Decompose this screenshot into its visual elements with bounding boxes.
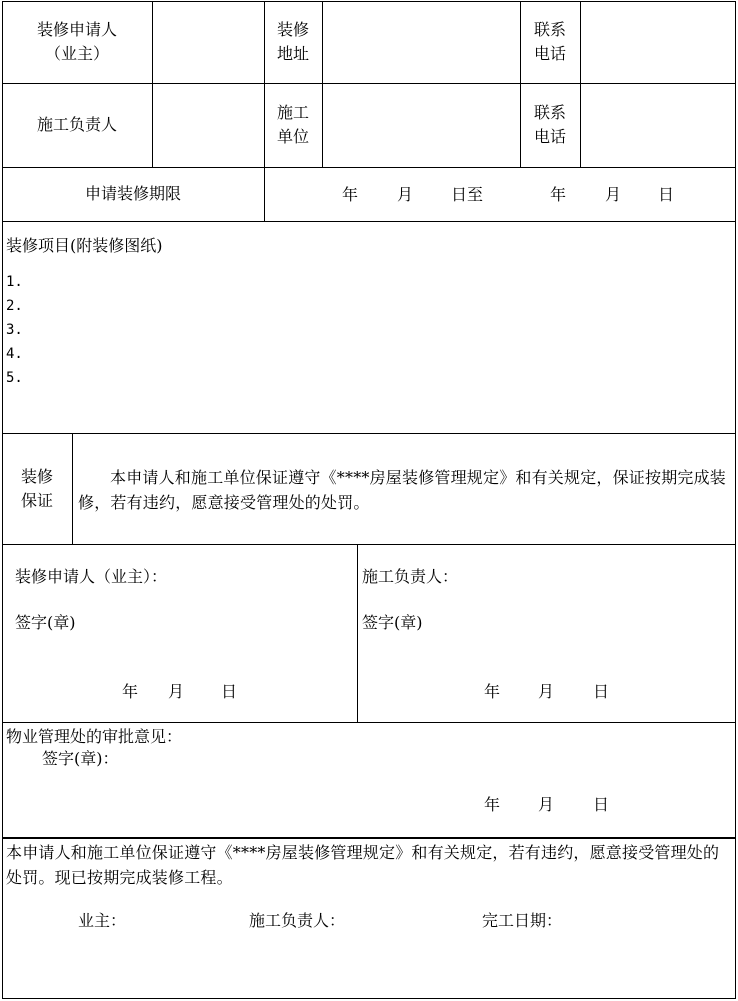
rule <box>2 221 736 222</box>
rule <box>580 1 581 167</box>
builder-sign-day: 日 <box>593 682 610 701</box>
applicant-sub-label: （业主） <box>44 44 109 63</box>
period-label: 申请装修期限 <box>84 184 181 203</box>
builder-signature-label: 施工负责人： <box>362 567 459 586</box>
approval-day: 日 <box>593 795 610 814</box>
rule <box>2 837 736 839</box>
period-month-2: 月 <box>605 185 622 204</box>
period-label-cell <box>2 167 264 221</box>
guarantee-text: 本申请人和施工单位保证遵守《****房屋装修管理规定》和有关规定，保证按期完成装修，若有违约，愿意接受管理处的处罚。 <box>78 468 727 512</box>
rule <box>322 1 323 167</box>
rule <box>2 722 736 723</box>
items-list-item-3: 3. <box>6 322 23 338</box>
completion-owner-label: 业主： <box>78 911 127 930</box>
period-month-1: 月 <box>397 185 414 204</box>
address-label-cell <box>264 1 322 83</box>
builder-sign-year: 年 <box>484 682 501 701</box>
unit-label: 施工单位 <box>276 103 309 146</box>
period-day-to: 日至 <box>451 185 484 204</box>
contact-label-2: 联系电话 <box>533 103 566 146</box>
applicant-label: 装修申请人 <box>36 20 117 39</box>
approval-sign-seal: 签字(章)： <box>42 749 119 768</box>
builder-label-cell <box>2 83 152 167</box>
rule <box>2 433 736 434</box>
items-list-item-4: 4. <box>6 346 23 362</box>
rule <box>152 1 153 167</box>
items-list-item-5: 5. <box>6 370 23 386</box>
items-list-item-2: 2. <box>6 298 23 314</box>
completion-builder-label: 施工负责人： <box>249 911 346 930</box>
approval-month: 月 <box>538 795 555 814</box>
border-right <box>735 1 736 999</box>
builder-sign-seal: 签字(章) <box>362 613 423 632</box>
items-list-item-1: 1. <box>6 274 23 290</box>
approval-year: 年 <box>484 795 501 814</box>
completion-date-label: 完工日期： <box>482 911 563 930</box>
owner-sign-seal: 签字(章) <box>15 613 76 632</box>
contact-label-cell-2 <box>520 83 580 167</box>
rule <box>357 544 358 722</box>
rule <box>72 433 73 544</box>
period-day-2: 日 <box>658 185 675 204</box>
unit-label-cell <box>264 83 322 167</box>
contact-label-cell-1 <box>520 1 580 83</box>
owner-sign-day: 日 <box>221 682 238 701</box>
builder-label: 施工负责人 <box>36 115 117 134</box>
approval-label: 物业管理处的审批意见： <box>6 727 183 746</box>
items-label: 装修项目(附装修图纸) <box>6 236 163 255</box>
applicant-label-cell <box>2 1 152 83</box>
completion-text: 本申请人和施工单位保证遵守《****房屋装修管理规定》和有关规定，若有违约，愿意接受管理处的处罚。现已按期完成装修工程。 <box>6 843 720 887</box>
builder-sign-month: 月 <box>538 682 555 701</box>
guarantee-label: 装修保证 <box>20 466 53 510</box>
rule <box>2 544 736 545</box>
guarantee-label-cell <box>2 433 72 544</box>
period-year-1: 年 <box>342 185 359 204</box>
border-bottom <box>2 998 736 999</box>
owner-sign-month: 月 <box>168 682 185 701</box>
address-label: 装修地址 <box>276 20 309 63</box>
period-year-2: 年 <box>550 185 567 204</box>
owner-signature-label: 装修申请人（业主）： <box>15 567 168 586</box>
contact-label-1: 联系电话 <box>533 20 566 63</box>
owner-sign-year: 年 <box>122 682 139 701</box>
